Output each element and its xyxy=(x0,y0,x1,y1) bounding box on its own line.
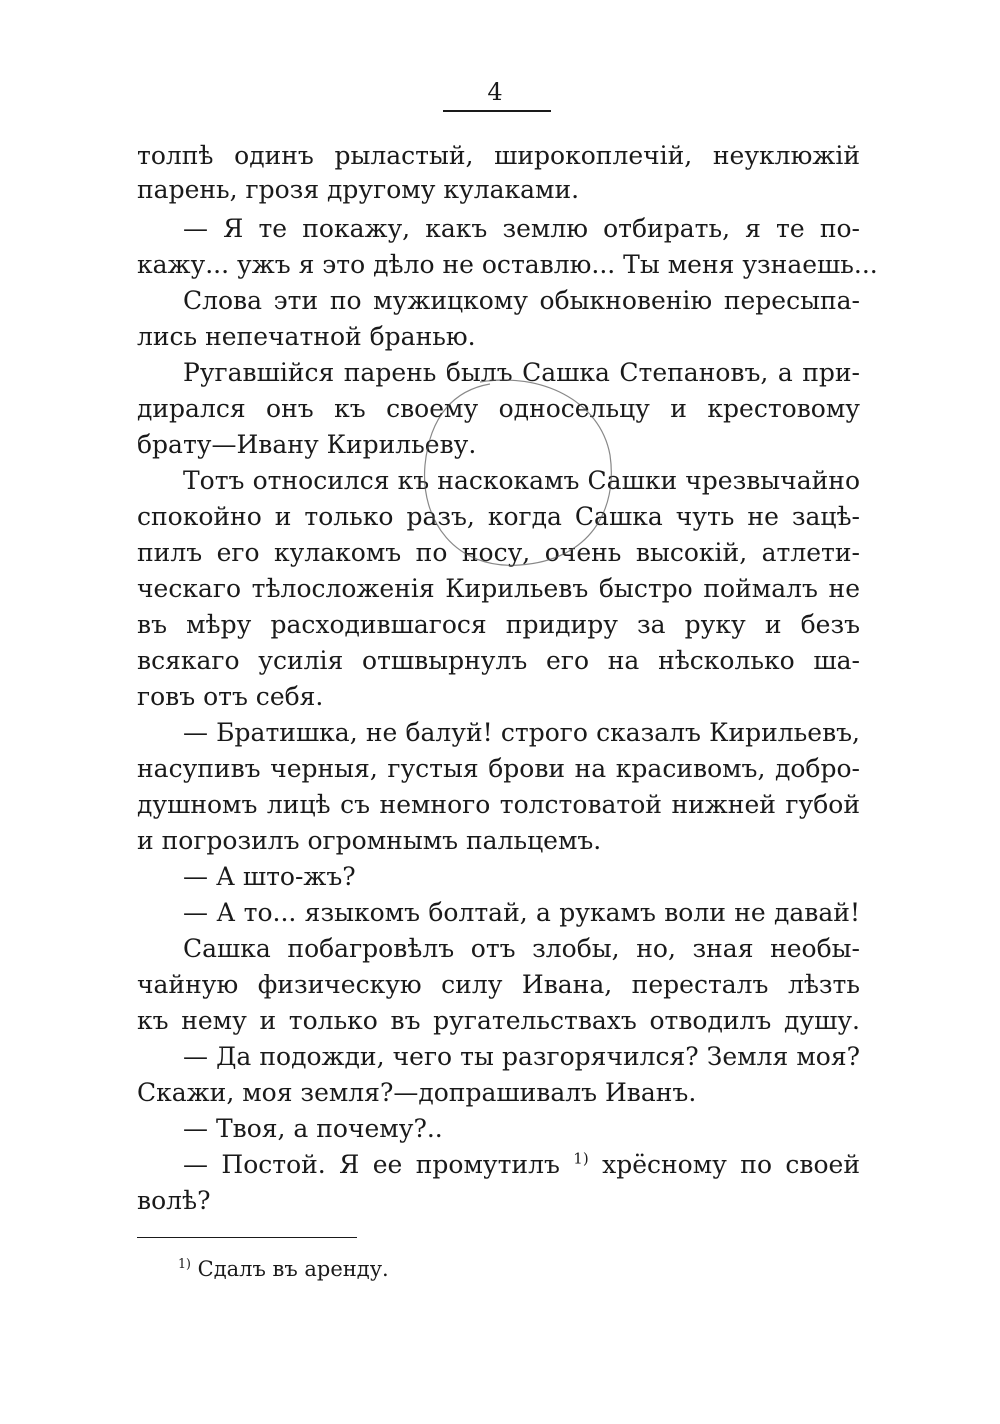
footnote-reference: 1) xyxy=(573,1149,589,1168)
page-number-rule xyxy=(443,110,551,112)
text-line: Сашка побагровѣлъ отъ злобы, но, зная необы- xyxy=(183,934,860,963)
text-line: парень, грозя другому кулаками. xyxy=(137,175,580,204)
page-number: 4 xyxy=(487,78,503,106)
text-line: насупивъ черныя, густыя брови на красивомъ, добро- xyxy=(137,754,860,783)
text-line-start: — Постой. Я ее промутилъ xyxy=(183,1150,560,1179)
text-line: Скажи, моя земля?—допрашивалъ Иванъ. xyxy=(137,1078,697,1107)
text-line: — Да подожди, чего ты разгорячился? Земля моя? xyxy=(183,1042,860,1071)
text-line: Ругавшійся парень былъ Сашка Степановъ, а при- xyxy=(183,358,860,387)
text-line: — Твоя, а почему?.. xyxy=(183,1114,443,1143)
text-line: въ мѣру расходившагося придиру за руку и безъ xyxy=(137,610,860,639)
text-line: къ нему и только въ ругательствахъ отводилъ душу. xyxy=(137,1006,860,1035)
text-line: — А то... языкомъ болтай, а рукамъ воли не давай! xyxy=(183,898,860,927)
footnote-marker: 1) xyxy=(178,1256,191,1271)
text-line-with-footnote xyxy=(183,1147,860,1183)
text-line: — Братишка, не балуй! строго сказалъ Кирильевъ, xyxy=(183,718,860,747)
text-line: чайную физическую силу Ивана, пересталъ лѣзть xyxy=(137,970,860,999)
text-line: ческаго тѣлосложенія Кирильевъ быстро поймалъ не xyxy=(137,574,860,603)
text-line: брату—Ивану Кирильеву. xyxy=(137,430,477,459)
text-line-end: хрёсному по своей xyxy=(602,1150,860,1179)
text-line: лись непечатной бранью. xyxy=(137,322,476,351)
footnote xyxy=(178,1254,389,1284)
text-line: говъ отъ себя. xyxy=(137,682,324,711)
text-line: душномъ лицѣ съ немного толстоватой нижней губой xyxy=(137,790,860,819)
text-line: Тотъ относился къ наскокамъ Сашки чрезвычайно xyxy=(183,466,860,495)
text-line: Слова эти по мужицкому обыкновенію пересыпа- xyxy=(183,286,860,315)
footnote-rule xyxy=(137,1237,357,1238)
text-line: спокойно и только разъ, когда Сашка чуть не зацѣ- xyxy=(137,502,860,531)
text-line: и погрозилъ огромнымъ пальцемъ. xyxy=(137,826,602,855)
text-line: всякаго усилія отшвырнулъ его на нѣсколько ша- xyxy=(137,646,860,675)
text-line: толпѣ одинъ рыластый, широкоплечій, неуклюжій xyxy=(137,141,860,170)
text-line: кажу... ужъ я это дѣло не оставлю... Ты меня узнаешь... xyxy=(137,250,878,279)
text-line: волѣ? xyxy=(137,1186,211,1215)
text-line: дирался онъ къ своему односельцу и крестовому xyxy=(137,394,860,423)
footnote-text: Сдалъ въ аренду. xyxy=(197,1257,389,1281)
text-line: — А што-жъ? xyxy=(183,862,356,891)
text-line: — Я те покажу, какъ землю отбирать, я те по- xyxy=(183,214,860,243)
text-line: пилъ его кулакомъ по носу, очень высокій, атлети- xyxy=(137,538,860,567)
